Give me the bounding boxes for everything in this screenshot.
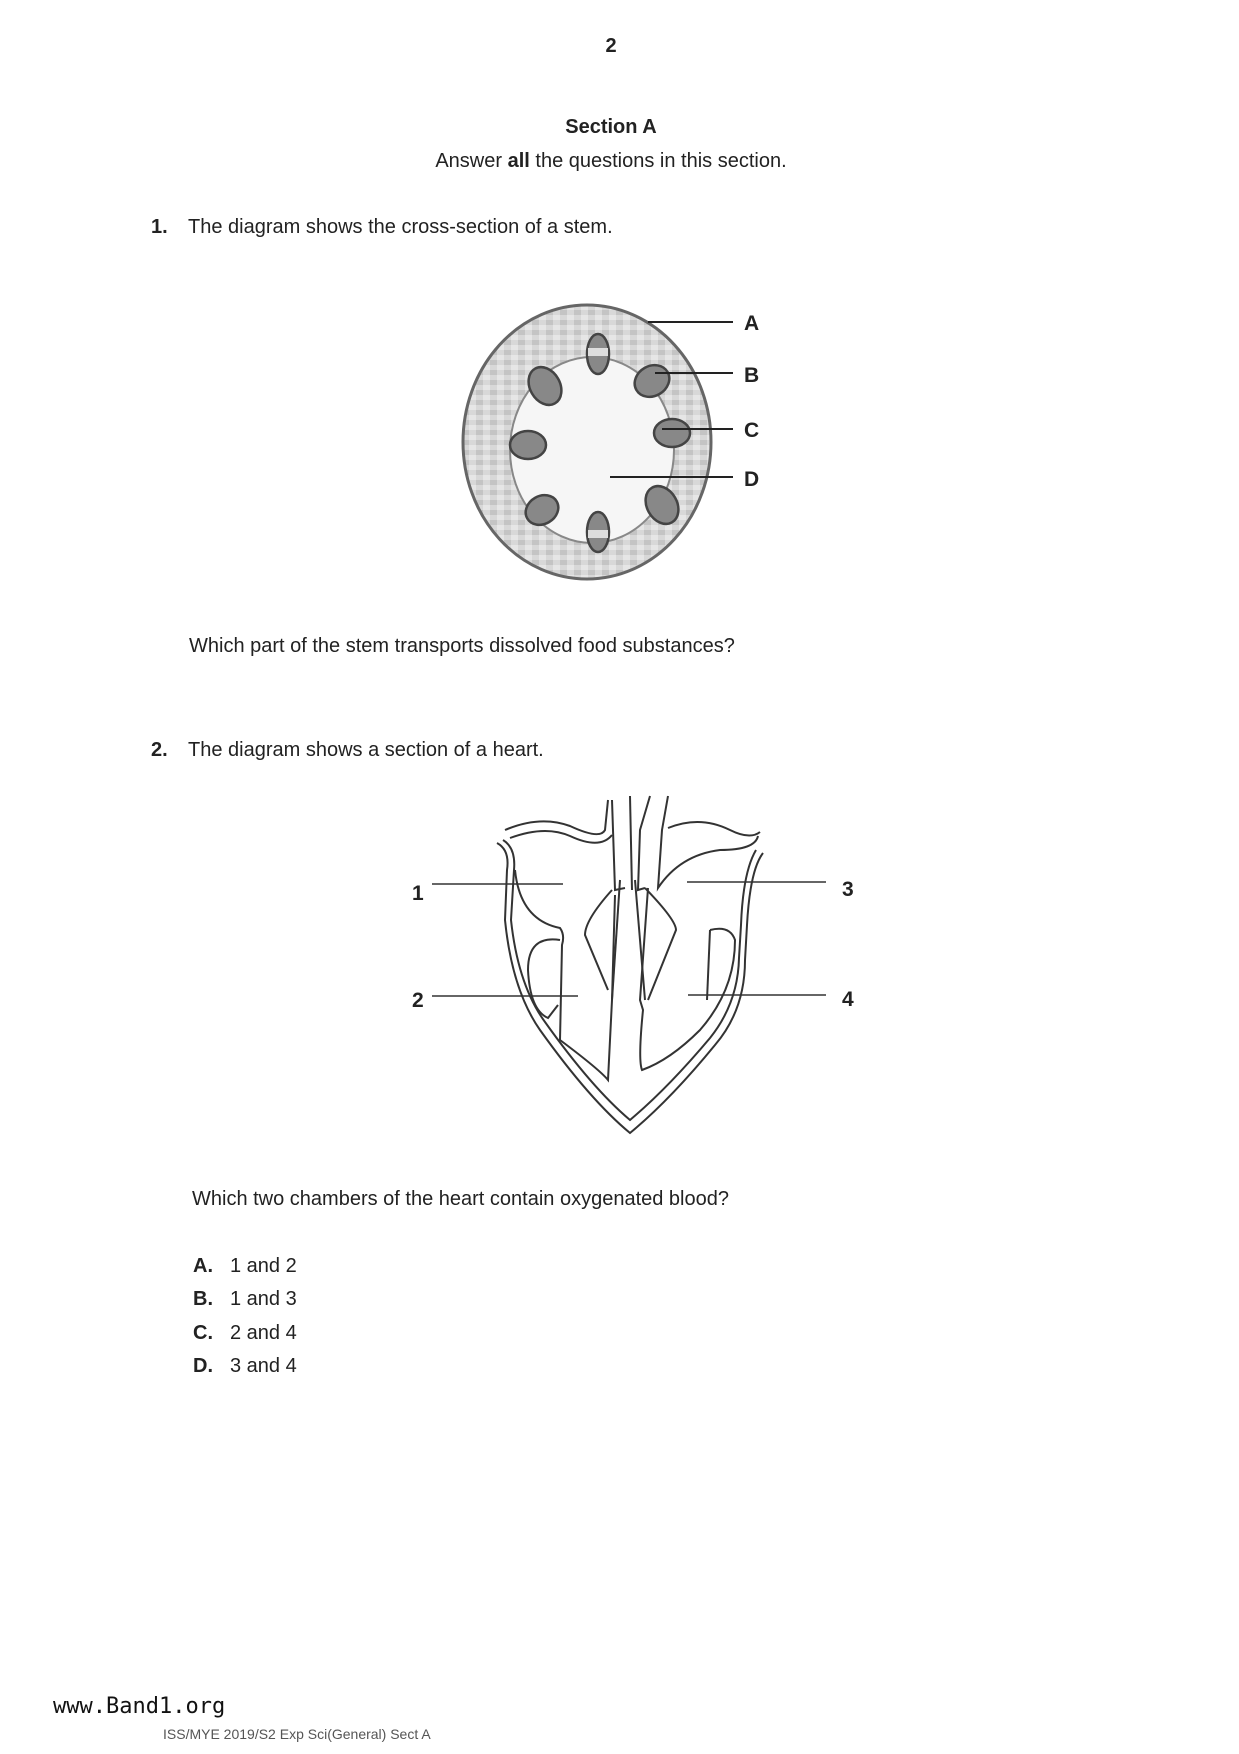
page-number: 2 bbox=[605, 35, 617, 57]
heart-label-4: 4 bbox=[842, 988, 854, 1011]
instruction-emphasis: all bbox=[507, 150, 530, 172]
footer-code: ISS/MYE 2019/S2 Exp Sci(General) Sect A bbox=[163, 1726, 431, 1742]
stem-label-c: C bbox=[744, 419, 760, 442]
question-2-number: 2. bbox=[151, 739, 168, 761]
footer-watermark: www.Band1.org bbox=[53, 1694, 226, 1719]
option-d-text: 3 and 4 bbox=[230, 1355, 297, 1377]
stem-label-b: B bbox=[744, 364, 760, 387]
heart-section-diagram bbox=[497, 796, 763, 1133]
heart-label-2: 2 bbox=[412, 989, 424, 1012]
heart-label-lines bbox=[432, 882, 826, 996]
question-2-stem: The diagram shows a section of a heart. bbox=[188, 739, 544, 761]
heart-label-3: 3 bbox=[842, 878, 854, 901]
stem-label-a: A bbox=[744, 312, 760, 335]
option-a[interactable] bbox=[193, 1256, 213, 1276]
option-a-text: 1 and 2 bbox=[230, 1255, 297, 1277]
option-b[interactable] bbox=[193, 1289, 213, 1309]
option-letter: B. bbox=[193, 1288, 213, 1310]
option-c[interactable] bbox=[193, 1323, 213, 1343]
option-d[interactable] bbox=[193, 1356, 213, 1376]
instruction-text: the questions in this section. bbox=[529, 150, 787, 172]
question-1-number: 1. bbox=[151, 216, 168, 238]
section-title: Section A bbox=[565, 116, 657, 138]
instruction-text: Answer bbox=[435, 150, 508, 172]
question-1-prompt: Which part of the stem transports dissolved food substances? bbox=[189, 635, 735, 657]
option-letter: C. bbox=[193, 1322, 213, 1344]
option-c-text: 2 and 4 bbox=[230, 1322, 297, 1344]
option-letter: A. bbox=[193, 1255, 213, 1277]
question-2-prompt: Which two chambers of the heart contain oxygenated blood? bbox=[192, 1188, 729, 1210]
stem-cross-section-diagram bbox=[463, 305, 759, 579]
stem-label-d: D bbox=[744, 468, 760, 491]
option-b-text: 1 and 3 bbox=[230, 1288, 297, 1310]
question-1-stem: The diagram shows the cross-section of a stem. bbox=[188, 216, 613, 238]
heart-label-1: 1 bbox=[412, 882, 424, 905]
option-letter: D. bbox=[193, 1355, 213, 1377]
